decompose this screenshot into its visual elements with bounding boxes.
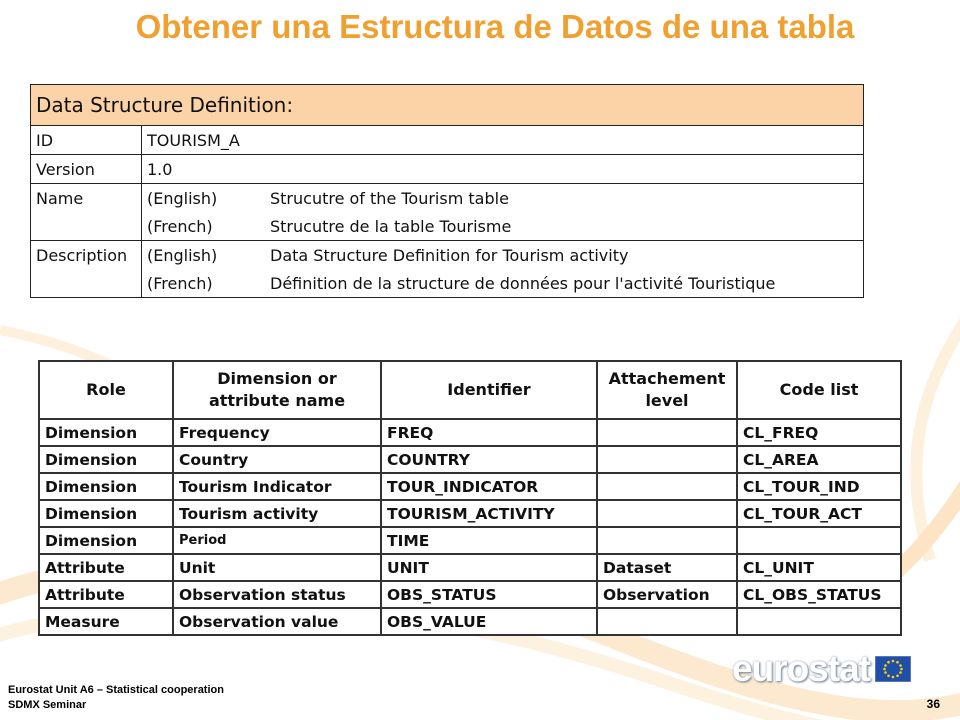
cell-identifier: UNIT: [381, 554, 597, 581]
col-header-role: Role: [39, 361, 173, 419]
dsd-desc-en-value: Data Structure Definition for Tourism activity: [265, 241, 864, 270]
dsd-id-value: TOURISM_A: [142, 126, 864, 155]
footer: [8, 683, 224, 713]
cell-identifier: COUNTRY: [381, 446, 597, 473]
dsd-version-value: 1.0: [142, 155, 864, 184]
dsd-desc-row-en: [31, 241, 864, 270]
dsd-name-row-fr: [31, 212, 864, 241]
cell-identifier: TOURISM_ACTIVITY: [381, 500, 597, 527]
cell-codelist: CL_UNIT: [737, 554, 901, 581]
dsd-name-label-cont: [31, 212, 142, 241]
col-header-name-line1: Dimension or: [217, 369, 337, 389]
footer-unit: Eurostat Unit A6 – Statistical cooperation: [8, 684, 224, 696]
col-header-level-line2: level: [645, 391, 689, 410]
dsd-desc-fr-value: Définition de la structure de données pour l'activité Touristique: [265, 269, 864, 298]
table-row: [39, 581, 901, 608]
cell-identifier: FREQ: [381, 419, 597, 446]
logo-text: eurostat: [732, 648, 870, 689]
table-row: [39, 473, 901, 500]
col-header-name-line2: attribute name: [208, 391, 346, 410]
cell-codelist: CL_OBS_STATUS: [737, 581, 901, 608]
dsd-desc-fr-lang: (French): [142, 269, 266, 298]
cell-name: Country: [173, 446, 381, 473]
cell-identifier: OBS_STATUS: [381, 581, 597, 608]
cell-role: Dimension: [39, 473, 173, 500]
dsd-id-row: [31, 126, 864, 155]
dsd-header: Data Structure Definition:: [31, 85, 864, 126]
cell-level: [597, 473, 737, 500]
table-header-row: [39, 361, 901, 419]
table-row: [39, 419, 901, 446]
cell-level: [597, 419, 737, 446]
cell-role: Dimension: [39, 527, 173, 554]
page-number: 36: [926, 697, 940, 711]
page-title: Obtener una Estructura de Datos de una tabla: [135, 8, 855, 45]
table-row: [39, 608, 901, 635]
cell-role: Attribute: [39, 554, 173, 581]
dsd-version-row: [31, 155, 864, 184]
cell-role: Attribute: [39, 581, 173, 608]
cell-role: Dimension: [39, 419, 173, 446]
cell-level: Dataset: [597, 554, 737, 581]
cell-level: [597, 608, 737, 635]
cell-codelist: CL_FREQ: [737, 419, 901, 446]
cell-level: [597, 446, 737, 473]
cell-level: Observation: [597, 581, 737, 608]
footer-seminar: SDMX Seminar: [8, 699, 87, 711]
dsd-desc-label: Description: [31, 241, 142, 270]
dsd-name-fr-value: Strucutre de la table Tourisme: [265, 212, 864, 241]
cell-role: Measure: [39, 608, 173, 635]
dsd-header-row: [31, 85, 864, 126]
col-header-level: [597, 361, 737, 419]
cell-identifier: OBS_VALUE: [381, 608, 597, 635]
dsd-id-label: ID: [31, 126, 142, 155]
cell-name: Frequency: [173, 419, 381, 446]
cell-name: Unit: [173, 554, 381, 581]
col-header-level-line1: Attachement: [608, 369, 726, 389]
cell-codelist: CL_TOUR_ACT: [737, 500, 901, 527]
col-header-name: [173, 361, 381, 419]
cell-name: Observation status: [173, 581, 381, 608]
cell-codelist: [737, 527, 901, 554]
eu-flag-icon: [875, 656, 911, 682]
cell-name: Observation value: [173, 608, 381, 635]
cell-level: [597, 527, 737, 554]
table-row: [39, 527, 901, 554]
dsd-name-en-value: Strucutre of the Tourism table: [265, 184, 864, 213]
dsd-name-label: Name: [31, 184, 142, 213]
cell-role: Dimension: [39, 500, 173, 527]
cell-identifier: TIME: [381, 527, 597, 554]
dsd-definition-table: [30, 84, 864, 298]
eurostat-logo: [732, 648, 911, 690]
col-header-codelist: Code list: [737, 361, 901, 419]
cell-level: [597, 500, 737, 527]
dsd-desc-row-fr: [31, 269, 864, 298]
table-row: [39, 500, 901, 527]
dsd-name-fr-lang: (French): [142, 212, 266, 241]
cell-name: Tourism activity: [173, 500, 381, 527]
cell-role: Dimension: [39, 446, 173, 473]
dsd-desc-label-cont: [31, 269, 142, 298]
cell-name: Period: [173, 527, 381, 554]
structure-components-table: [38, 360, 902, 636]
cell-codelist: [737, 608, 901, 635]
cell-identifier: TOUR_INDICATOR: [381, 473, 597, 500]
dsd-name-en-lang: (English): [142, 184, 266, 213]
col-header-identifier: Identifier: [381, 361, 597, 419]
dsd-name-row-en: [31, 184, 864, 213]
table-row: [39, 554, 901, 581]
dsd-desc-en-lang: (English): [142, 241, 266, 270]
dsd-version-label: Version: [31, 155, 142, 184]
table-row: [39, 446, 901, 473]
cell-codelist: CL_AREA: [737, 446, 901, 473]
cell-name: Tourism Indicator: [173, 473, 381, 500]
cell-codelist: CL_TOUR_IND: [737, 473, 901, 500]
